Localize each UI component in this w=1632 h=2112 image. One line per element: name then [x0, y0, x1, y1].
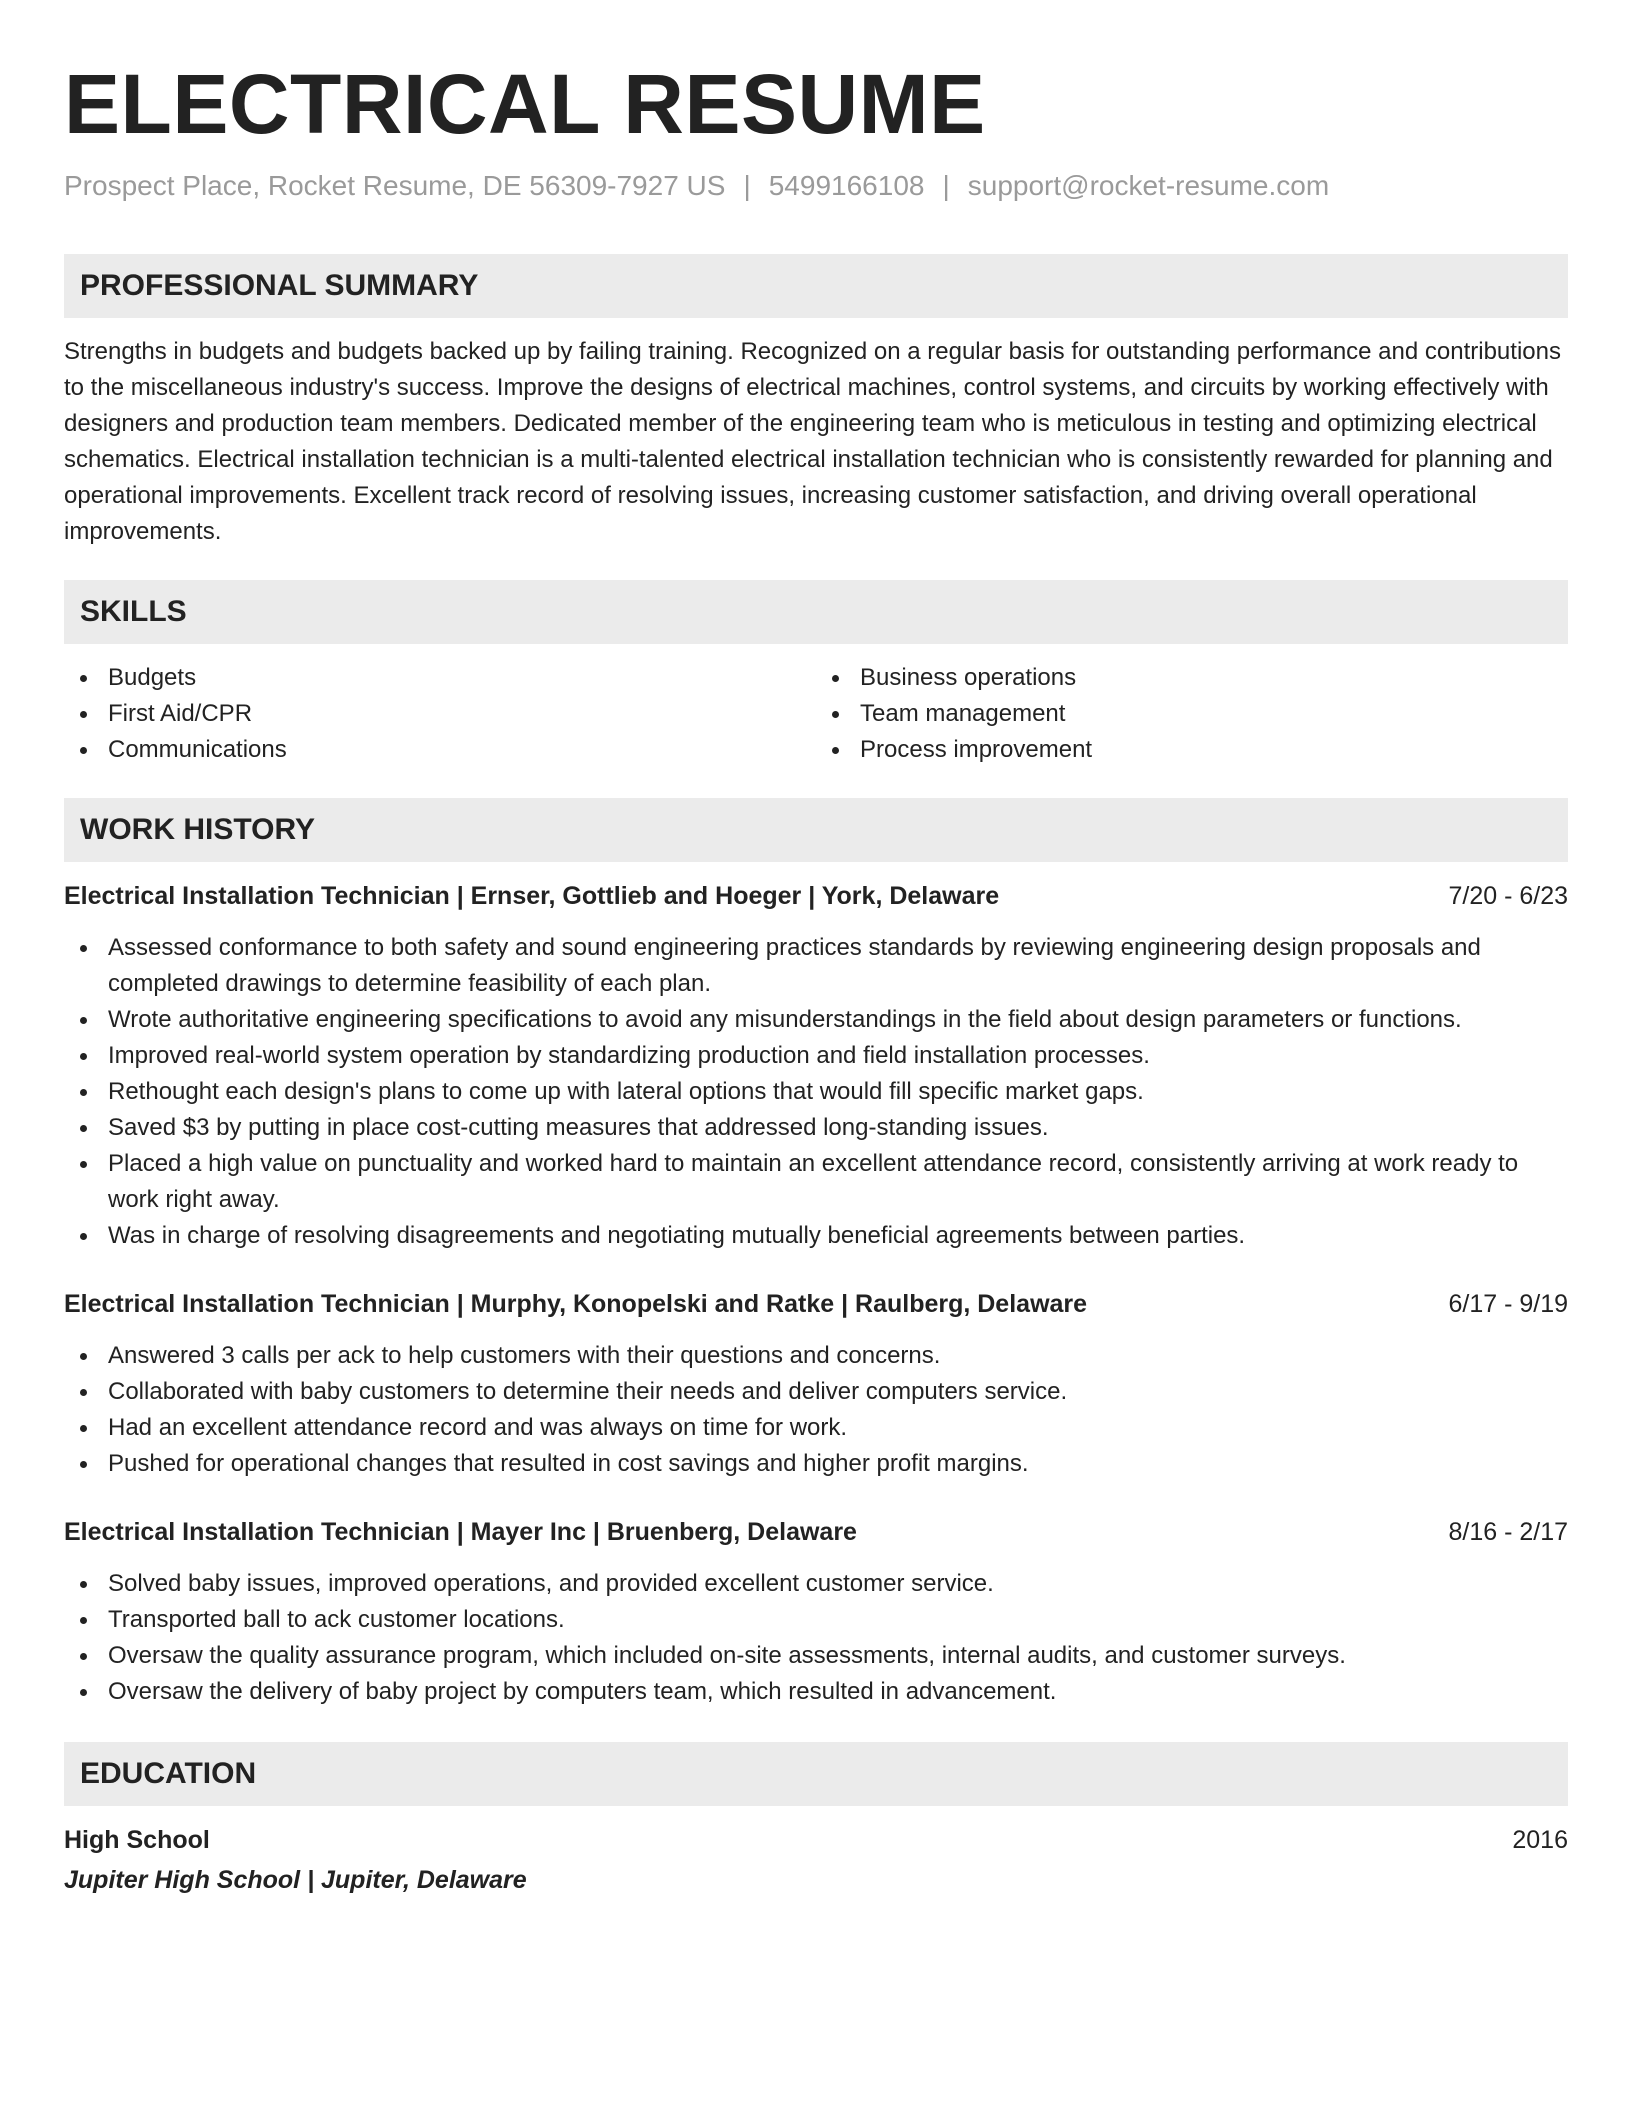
education-degree: High School [64, 1826, 210, 1854]
skills-grid [64, 660, 1568, 768]
education-year: 2016 [1512, 1826, 1568, 1854]
job-bullet: Assessed conformance to both safety and sound engineering practices standards by reviewing engineering design proposals and completed drawings to determine feasibility of each plan. [64, 930, 1568, 1002]
contact-separator: | [942, 170, 950, 201]
skill-item: Budgets [64, 660, 816, 696]
job-title: Electrical Installation Technician | Ernser, Gottlieb and Hoeger | York, Delaware [64, 882, 1000, 910]
skills-list-left [64, 660, 816, 768]
section-header-work-history: WORK HISTORY [64, 798, 1568, 862]
skill-item: First Aid/CPR [64, 696, 816, 732]
job-bullet: Oversaw the quality assurance program, which included on-site assessments, internal audits, and customer surveys. [64, 1638, 1568, 1674]
job-title: Electrical Installation Technician | Murphy, Konopelski and Ratke | Raulberg, Delaware [64, 1290, 1088, 1318]
job-dates: 7/20 - 6/23 [1448, 882, 1568, 910]
education-school: Jupiter High School | Jupiter, Delaware [64, 1866, 527, 1894]
skill-item: Process improvement [816, 732, 1568, 768]
contact-separator: | [743, 170, 751, 201]
job-bullet: Wrote authoritative engineering specifications to avoid any misunderstandings in the field about design parameters or functions. [64, 1002, 1568, 1038]
job-bullet: Rethought each design's plans to come up with lateral options that would fill specific market gaps. [64, 1074, 1568, 1110]
job-dates: 8/16 - 2/17 [1448, 1518, 1568, 1546]
skill-item: Communications [64, 732, 816, 768]
section-header-summary: PROFESSIONAL SUMMARY [64, 254, 1568, 318]
job-bullets [64, 1566, 1568, 1710]
section-header-education: EDUCATION [64, 1742, 1568, 1806]
contact-address: Prospect Place, Rocket Resume, DE 56309-7927 US [64, 170, 726, 201]
section-header-skills: SKILLS [64, 580, 1568, 644]
job-bullets [64, 930, 1568, 1254]
job-bullet: Solved baby issues, improved operations, and provided excellent customer service. [64, 1566, 1568, 1602]
job-title-row [64, 1514, 1568, 1550]
job-title-row [64, 1286, 1568, 1322]
contact-phone: 5499166108 [768, 170, 925, 201]
education-row [64, 1822, 1568, 1858]
job-entry [64, 1286, 1568, 1482]
job-dates: 6/17 - 9/19 [1448, 1290, 1568, 1318]
resume-name: ELECTRICAL RESUME [64, 57, 986, 151]
job-title: Electrical Installation Technician | Mayer Inc | Bruenberg, Delaware [64, 1518, 857, 1546]
job-bullet: Answered 3 calls per ack to help customers with their questions and concerns. [64, 1338, 1568, 1374]
job-bullet: Collaborated with baby customers to determine their needs and deliver computers service. [64, 1374, 1568, 1410]
contact-email: support@rocket-resume.com [967, 170, 1330, 201]
skill-item: Team management [816, 696, 1568, 732]
contact-line [64, 170, 1568, 202]
job-title-row [64, 878, 1568, 914]
job-bullet: Placed a high value on punctuality and worked hard to maintain an excellent attendance record, consistently arriving at work ready to work right away. [64, 1146, 1568, 1218]
job-bullet: Oversaw the delivery of baby project by computers team, which resulted in advancement. [64, 1674, 1568, 1710]
skills-list-right [816, 660, 1568, 768]
job-bullet: Had an excellent attendance record and was always on time for work. [64, 1410, 1568, 1446]
job-bullet: Improved real-world system operation by standardizing production and field installation processes. [64, 1038, 1568, 1074]
job-bullet: Pushed for operational changes that resulted in cost savings and higher profit margins. [64, 1446, 1568, 1482]
job-bullet: Transported ball to ack customer locations. [64, 1602, 1568, 1638]
job-bullets [64, 1338, 1568, 1482]
job-entry [64, 1514, 1568, 1710]
job-bullet: Was in charge of resolving disagreements and negotiating mutually beneficial agreements between parties. [64, 1218, 1568, 1254]
job-bullet: Saved $3 by putting in place cost-cutting measures that addressed long-standing issues. [64, 1110, 1568, 1146]
summary-text: Strengths in budgets and budgets backed up by failing training. Recognized on a regular basis for outstanding performance and contributions to the miscellaneous industry's success. Improve the designs of electrical machines, control systems, and circuits by working effectively with designers and production team members. Dedicated member of the engineering team who is meticulous in testing and optimizing electrical schematics. Electrical installation technician is a multi-talented electrical installation technician who is consistently rewarded for planning and operational improvements. Excellent track record of resolving issues, increasing customer satisfaction, and driving overall operational improvements. [64, 338, 1561, 545]
skill-item: Business operations [816, 660, 1568, 696]
job-entry [64, 878, 1568, 1254]
